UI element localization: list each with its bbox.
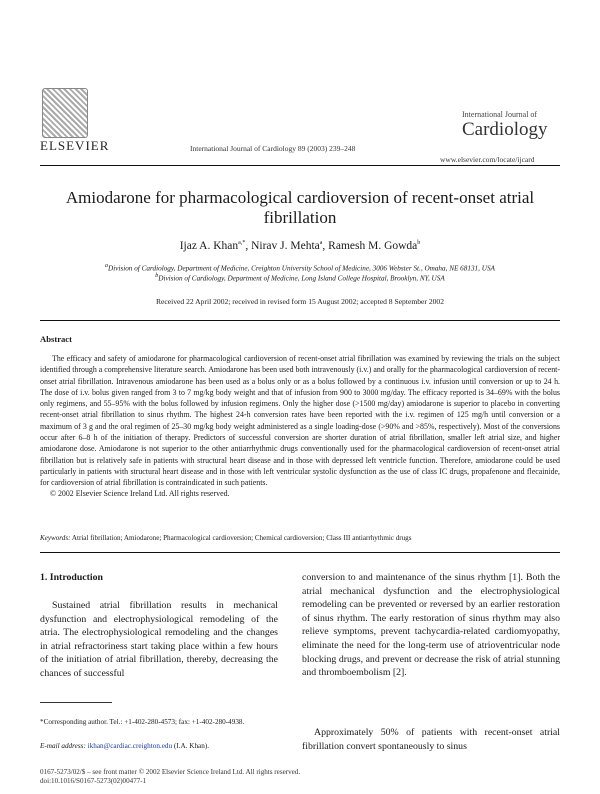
journal-brand-top: International Journal of <box>462 110 538 119</box>
keywords-text: Atrial fibrillation; Amiodarone; Pharmacological cardioversion; Chemical cardioversion; Class III antiarrhythmic drugs <box>71 534 412 542</box>
intro-paragraph-left: Sustained atrial fibrillation results in mechanical dysfunction and electrophysiological remodeling of the atria. The electrophysiological remodeling and the changes in atrial refractoriness start taking place within a few hours of the initiation of atrial fibrillation, thereby, decreasing the chances of successful <box>40 600 278 679</box>
abstract-top-divider <box>40 320 560 321</box>
author-list: Ijaz A. Khan$^{a,*}$, Nirav J. Mehta$^a$, Ramesh M. Gowda$^b$ <box>179 240 421 252</box>
author-name: Ijaz A. Khan <box>179 240 239 252</box>
received-dates: Received 22 April 2002; received in revised form 15 August 2002; accepted 8 September 2002 <box>155 297 445 306</box>
author-mark: a,* <box>238 240 246 247</box>
affiliation-b <box>40 272 560 283</box>
footer-doi[interactable]: doi:10.1016/S0167-5273(02)00477-1 <box>40 777 147 785</box>
footnote-divider <box>40 702 112 703</box>
email-label: E-mail address: <box>40 742 86 750</box>
journal-url[interactable]: www.elsevier.com/locate/ijcard <box>440 155 535 164</box>
footnote-email <box>40 742 278 752</box>
author-mark: b <box>417 240 421 247</box>
footer-issn: 0167-5273/02/$ – see front matter © 2002 Elsevier Science Ireland Ltd. All rights reserved. <box>40 768 301 776</box>
author-name: Ramesh M. Gowda <box>328 240 418 252</box>
keywords-label: Keywords: <box>40 534 71 542</box>
email-link[interactable]: ikhan@cardiac.creighton.edu <box>87 742 173 750</box>
header-divider <box>40 165 560 166</box>
author-mark: a <box>319 240 323 247</box>
affiliation-text: Division of Cardiology, Department of Medicine, Creighton University School of Medicine, 3006 Webster St., Omaha, NE 68131, USA <box>108 264 495 273</box>
email-suffix: (I.A. Khan). <box>173 742 210 750</box>
affiliation-mark: a <box>105 263 109 269</box>
journal-citation: International Journal of Cardiology 89 (2003) 239–248 <box>190 144 356 153</box>
keywords <box>40 534 412 542</box>
abstract-bottom-divider <box>40 552 560 553</box>
intro-paragraph-right-2: Approximately 50% of patients with recent-onset atrial fibrillation convert spontaneously to sinus <box>302 727 560 752</box>
elsevier-tree-logo <box>42 88 88 138</box>
abstract-text: The efficacy and safety of amiodarone for pharmacological cardioversion of recent-onset atrial fibrillation was examined by reviewing the trials on the subject identified through a comprehensive literature search. Amiodarone has been used both intravenously (i.v.) and orally for the pharmacological cardioversion of recent-onset atrial fibrillation. Intravenous amiodarone has been used as a bolus only or as a bolus followed by a continuous i.v. infusion until conversion or up to 24 h. The dose of i.v. bolus given ranged from 3 to 7 mg/kg body weight and that of infusion from 900 to 3000 mg/day. The efficacy reported is 34–69% with the bolus only regimens, and 55–95% with the bolus followed by infusion regimens. Only the higher dose (>1500 mg/day) amiodarone is superior to placebo in converting recent-onset atrial fibrillation to sinus rhythm. The highest 24-h conversion rates have been reported with the i.v. regimen of 125 mg/h until conversion or a maximum of 3 g and the oral regimen of 25–30 mg/kg body weight administered as a single loading-dose (>90% and >85%, respectively). Most of the conversions occur after 6–8 h of the initiation of therapy. Predictors of successful conversion are shorter duration of atrial fibrillation, smaller left atrial size, and higher amiodarone dose. Amiodarone is not superior to the other antiarrhythmic drugs conventionally used for the pharmacological cardioversion of recent-onset atrial fibrillation but is relatively safe in patients with structural heart disease and in those with depressed left ventricle function. Therefore, amiodarone could be used particularly in patients with structural heart disease and in those with left ventricular systolic dysfunction as the use of class IC drugs, propafenone and flecainide, for cardioversion of atrial fibrillation is contraindicated in such patients. <box>40 354 560 488</box>
affiliation-mark: b <box>155 273 159 279</box>
section-heading-introduction: 1. Introduction <box>40 572 103 583</box>
article-title: Amiodarone for pharmacological cardioversion of recent-onset atrial fibrillation <box>65 188 535 227</box>
abstract-heading: Abstract <box>40 334 72 344</box>
abstract-copyright: © 2002 Elsevier Science Ireland Ltd. All rights reserved. <box>50 489 230 498</box>
affiliation-text: Division of Cardiology, Department of Medicine, Long Island College Hospital, Brooklyn, NY, USA <box>158 274 445 283</box>
journal-brand-name: Cardiology <box>462 119 548 140</box>
author-name: Nirav J. Mehta <box>251 240 320 252</box>
publisher-name: ELSEVIER <box>40 138 110 153</box>
footnote-corresponding: *Corresponding author. Tel.: +1-402-280-4573; fax: +1-402-280-4938. <box>40 718 245 726</box>
intro-paragraph-right-1: conversion to and maintenance of the sinus rhythm [1]. Both the atrial mechanical dysfunction and the electrophysiological remodeling can be prevented or reversed by an earlier restoration of sinus rhythm. The early restoration of sinus rhythm may also relieve symptoms, prevent tachycardia-related cardiomyopathy, eliminate the need for the long-term use of atrioventricular node blocking drugs, and prevent or decrease the risk of atrial stunning and thromboembolism [2]. <box>302 572 560 679</box>
